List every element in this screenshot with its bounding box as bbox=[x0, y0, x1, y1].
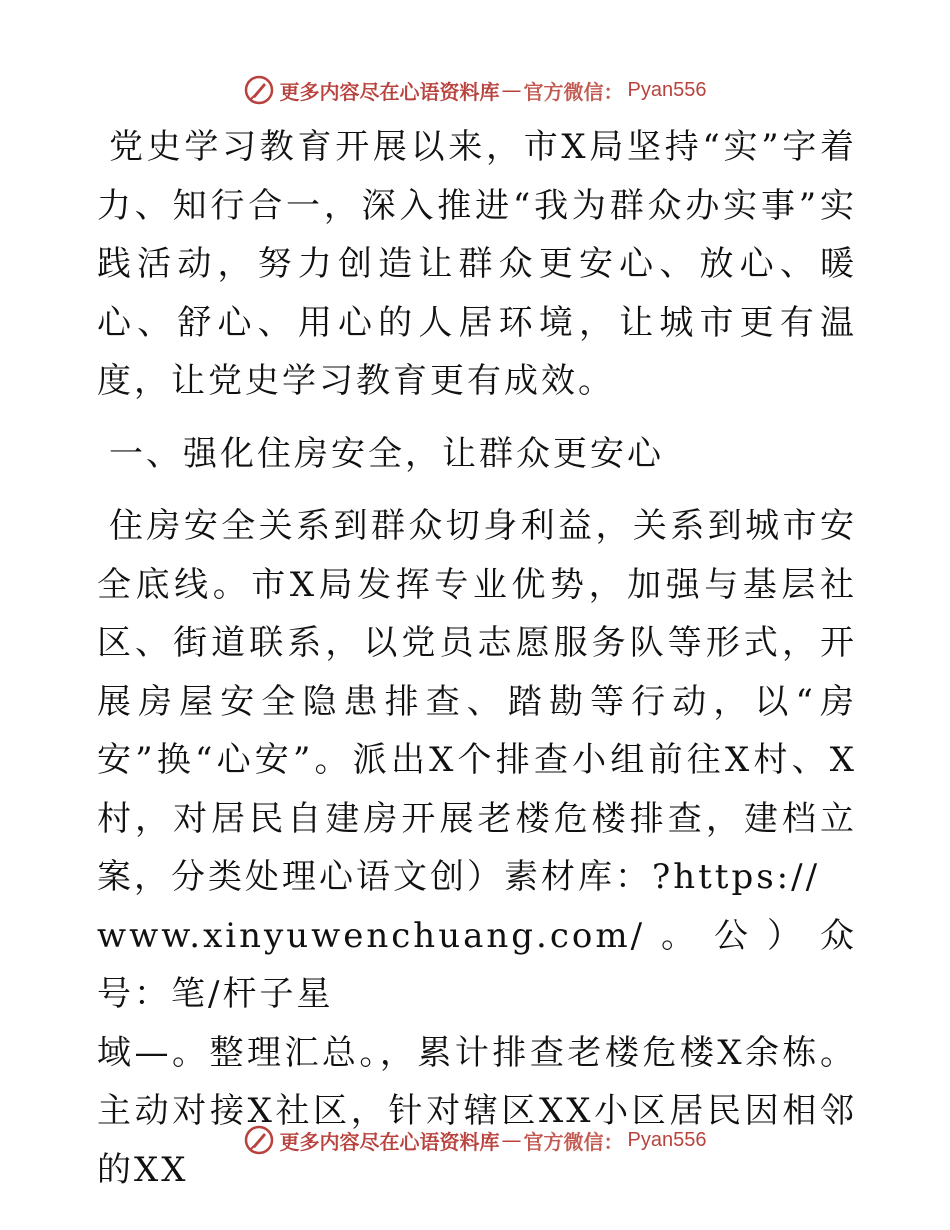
paragraph-intro: 党史学习教育开展以来，市X局坚持“实”字着力、知行合一，深入推进“我为群众办实事”实践活动，努力创造让群众更安心、放心、暖心、舒心、用心的人居环境，让城市更有温度，让党史学习教育更有成效。 bbox=[97, 127, 857, 401]
banner-library-text: 更多内容尽在心语资料库 bbox=[279, 79, 500, 104]
banner-official-label: 官方微信： bbox=[523, 79, 624, 104]
section-heading-1: 一、强化住房安全，让群众更安心 bbox=[109, 433, 664, 474]
quill-logo-icon bbox=[244, 75, 274, 105]
banner-wechat-id: Pyan556 bbox=[627, 1128, 707, 1151]
banner-official-label: 官方微信： bbox=[523, 1129, 624, 1154]
banner-library-text: 更多内容尽在心语资料库 bbox=[279, 1129, 500, 1154]
paragraph-continuation: 域—。整理汇总。，累计排查老楼危楼X余栋。主动对接X社区，针对辖区XX小区居民因相邻的XX bbox=[97, 1032, 857, 1190]
paragraph-url-line: www.xinyuwenchuang.com/。公）众号：笔/杆子星 bbox=[97, 915, 857, 1014]
banner-dash: — bbox=[501, 1128, 522, 1152]
document-body bbox=[97, 118, 857, 1199]
footer-watermark-banner bbox=[0, 1120, 950, 1160]
banner-wechat-id: Pyan556 bbox=[627, 78, 707, 101]
paragraph-housing-safety: 住房安全关系到群众切身利益，关系到城市安全底线。市X局发挥专业优势，加强与基层社区、街道联系，以党员志愿服务队等形式，开展房屋安全隐患排查、踏勘等行动，以“房安”换“心安”。派出X个排查小组前往X村、X村，对居民自建房开展老楼危楼排查，建档立案，分类处理心语文创）素材库：?https:// bbox=[97, 506, 857, 897]
header-watermark-banner bbox=[0, 70, 950, 110]
quill-logo-icon bbox=[244, 1125, 274, 1155]
banner-dash: — bbox=[501, 78, 522, 102]
